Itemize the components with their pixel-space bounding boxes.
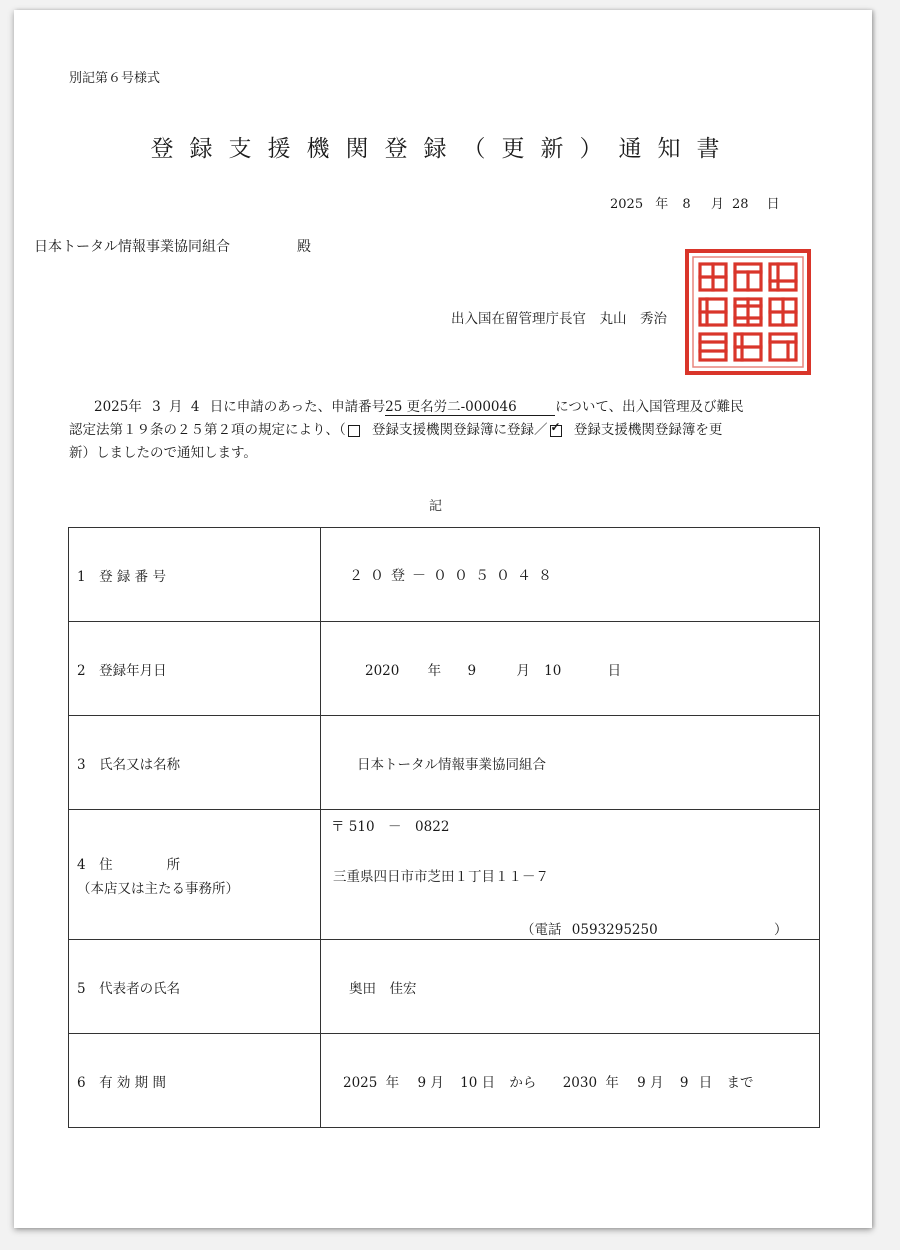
table-row xyxy=(69,622,820,716)
addressee-name: 日本トータル情報事業協同組合 xyxy=(34,239,230,255)
registration-table xyxy=(68,527,820,1128)
checkbox-renew[interactable] xyxy=(550,425,562,437)
table-row xyxy=(69,940,820,1034)
row-label: 1 登 録 番 号 xyxy=(69,528,321,622)
official-seal-icon xyxy=(684,248,812,376)
representative-name: 奥田 佳宏 xyxy=(321,940,820,1034)
phone: （電話 0593295250 ） xyxy=(521,922,788,938)
document-page xyxy=(14,10,872,1228)
organization-name: 日本トータル情報事業協同組合 xyxy=(321,716,820,810)
registration-date: 2020 年 9 月 10 日 xyxy=(321,622,820,716)
table-row xyxy=(69,528,820,622)
table-row xyxy=(69,810,820,940)
body-line-2: 認定法第１９条の２５第２項の規定により、（ 登録支援機関登録簿に登録／✓ 登録支援機関登録簿を更 xyxy=(69,418,722,438)
application-number: 25 更名労二-000046 xyxy=(385,400,555,416)
table-row xyxy=(69,716,820,810)
row-label: 2 登録年月日 xyxy=(69,622,321,716)
validity-period: 2025 年 9 月 10 日 から 2030 年 9 月 9 日 まで xyxy=(321,1034,820,1128)
registration-number: ２０登－００５０４８ xyxy=(321,528,820,622)
row-label: 6 有 効 期 間 xyxy=(69,1034,321,1128)
body-line-1: 2025年 3 月 4 日に申請のあった、申請番号25 更名労二-000046 について、出入国管理及び難民 xyxy=(94,399,744,415)
address-cell xyxy=(321,810,820,940)
address: 三重県四日市市芝田１丁目１１－７ xyxy=(333,869,549,885)
postal-code: 〒 510 － 0822 xyxy=(331,819,450,835)
addressee-honorific: 殿 xyxy=(297,239,311,255)
issuer-name: 出入国在留管理庁長官 丸山 秀治 xyxy=(451,311,667,327)
document-title: 登録支援機関登録（更新）通知書 xyxy=(150,136,736,162)
ki-heading: 記 xyxy=(429,499,443,514)
table-row xyxy=(69,1034,820,1128)
form-number: 別記第６号様式 xyxy=(69,71,161,86)
body-line-3: 新）しましたので通知します。 xyxy=(69,445,257,461)
row-label: 3 氏名又は名称 xyxy=(69,716,321,810)
row-label: 4 住 所 （本店又は主たる事務所） xyxy=(69,810,321,940)
row-label: 5 代表者の氏名 xyxy=(69,940,321,1034)
checkbox-register[interactable] xyxy=(348,425,360,437)
issue-date: 2025 年 8 月 28 日 xyxy=(610,197,780,212)
